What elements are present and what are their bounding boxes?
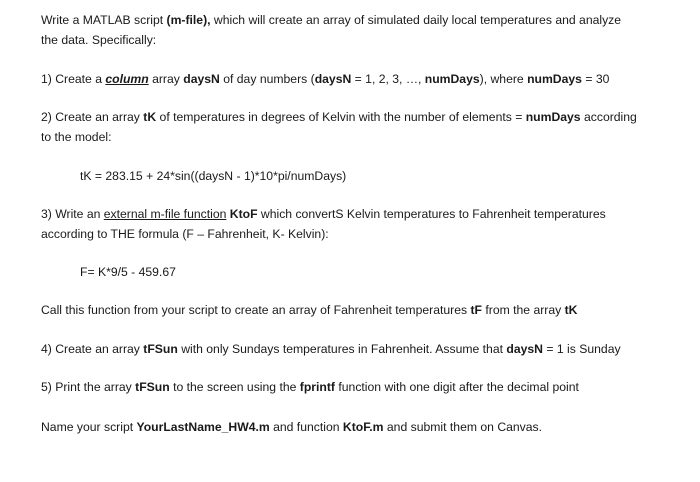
tFSun-term: tFSun (143, 342, 178, 356)
closing-text: Name your script (41, 420, 137, 434)
function-filename: KtoF.m (342, 420, 384, 434)
intro-line-2: the data. Specifically: (41, 33, 157, 47)
step1-text: 1) Create a (41, 72, 106, 86)
step-5 (41, 378, 671, 397)
step-4 (41, 340, 671, 359)
tk-formula: tK = 283.15 + 24*sin((daysN - 1)*10*pi/numDays) (80, 169, 347, 183)
intro-text: Write a MATLAB script (41, 13, 167, 27)
step1-text: of day numbers ( (219, 72, 315, 86)
step1-text: array (148, 72, 184, 86)
intro-text-cont: which will create an array of simulated daily local temperatures and analyze (210, 13, 622, 27)
step1-text: ), where (479, 72, 528, 86)
call-text: Call this function from your script to create an array of Fahrenheit temperatures (41, 303, 471, 317)
step5-text: to the screen using the (169, 380, 300, 394)
step-3-line-1 (41, 205, 671, 224)
numDays-term: numDays (527, 72, 582, 86)
fprintf-term: fprintf (299, 380, 335, 394)
step4-text: with only Sundays temperatures in Fahrenheit. Assume that (177, 342, 507, 356)
closing-text: and submit them on Canvas. (383, 420, 543, 434)
daysN-term: daysN (183, 72, 220, 86)
step4-text: = 1 is Sunday (542, 342, 621, 356)
KtoF-term: KtoF (229, 207, 258, 221)
numDays-term: numDays (525, 110, 581, 124)
daysN-term: daysN (506, 342, 543, 356)
step5-text: 5) Print the array (41, 380, 136, 394)
closing-instruction (41, 418, 671, 437)
step3-text: which convertS Kelvin temperatures to Fahrenheit temperatures (257, 207, 606, 221)
tF-term: tF (470, 303, 482, 317)
step2-text: according (580, 110, 637, 124)
step5-text: function with one digit after the decimal point (334, 380, 579, 394)
closing-text: and function (269, 420, 343, 434)
numDays-term: numDays (424, 72, 480, 86)
call-text: from the array (481, 303, 565, 317)
external-function-term: external m-file function (103, 207, 227, 221)
step2-text: 2) Create an array (41, 110, 144, 124)
script-filename: YourLastName_HW4.m (136, 420, 270, 434)
tFSun-term: tFSun (135, 380, 170, 394)
intro-line-1 (41, 11, 671, 30)
f-formula: F= K*9/5 - 459.67 (80, 265, 176, 279)
column-term: column (105, 72, 149, 86)
tK-term: tK (143, 110, 157, 124)
step1-text: = 1, 2, 3, …, (351, 72, 425, 86)
step1-text: = 30 (581, 72, 610, 86)
step-3-line-2: according to THE formula (F – Fahrenheit, K- Kelvin): (41, 227, 329, 241)
mfile-term: (m-file), (166, 13, 211, 27)
daysN-term: daysN (314, 72, 352, 86)
call-instruction (41, 301, 671, 320)
tK-term: tK (564, 303, 578, 317)
step4-text: 4) Create an array (41, 342, 144, 356)
step-2-line-1 (41, 108, 671, 127)
step3-text: 3) Write an (41, 207, 104, 221)
step-2-line-2: to the model: (41, 130, 112, 144)
step-1 (41, 70, 671, 89)
step2-text: of temperatures in degrees of Kelvin with the number of elements = (156, 110, 526, 124)
